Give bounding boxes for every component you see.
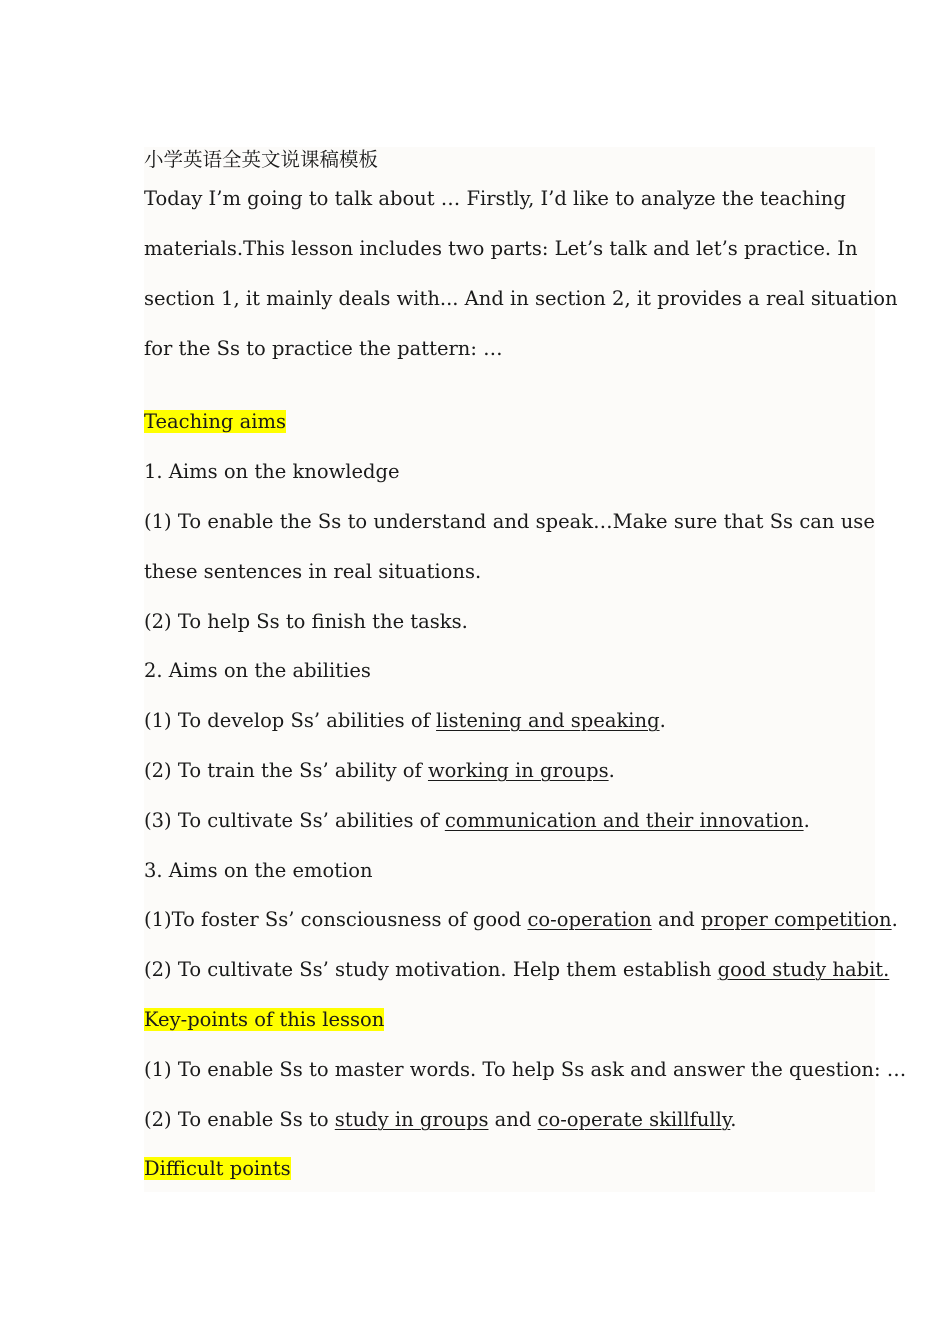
word: understand xyxy=(373,510,487,533)
emotion-item-1 xyxy=(144,907,898,933)
text: (2) To train the Ss’ ability of xyxy=(144,759,428,782)
intro-line-2: materials.This lesson includes two parts: Let’s talk and let’s practice. In xyxy=(144,237,858,260)
text: . xyxy=(891,908,898,931)
text: (2) To cultivate Ss’ study motivation. Help them establish xyxy=(144,958,718,981)
key-points-heading xyxy=(144,1007,384,1033)
abilities-item-2 xyxy=(144,758,615,784)
abilities-item-1 xyxy=(144,708,666,734)
underlined-text: good study habit. xyxy=(717,958,890,981)
word: Ss xyxy=(317,510,342,533)
knowledge-item-1-line-2: these sentences in real situations. xyxy=(144,560,482,583)
underlined-text: proper competition xyxy=(700,908,892,931)
text: . xyxy=(803,809,810,832)
intro-line-4: for the Ss to practice the pattern: … xyxy=(144,337,503,360)
word: can xyxy=(799,510,835,533)
highlight: Teaching aims xyxy=(144,410,286,433)
underlined-text: co-operation xyxy=(527,908,652,931)
text: . xyxy=(659,709,666,732)
intro-line-1: Today I’m going to talk about … Firstly, I’d like to analyze the teaching xyxy=(144,187,846,210)
word: that xyxy=(723,510,764,533)
text: (1)To foster Ss’ consciousness of good xyxy=(144,908,528,931)
word: (1) xyxy=(144,510,172,533)
emotion-aims-heading: 3. Aims on the emotion xyxy=(144,859,373,882)
word: and xyxy=(492,510,530,533)
underlined-text: co-operate skillfully xyxy=(537,1108,731,1131)
word: speak…Make xyxy=(535,510,668,533)
intro-line-3: section 1, it mainly deals with... And in section 2, it provides a real situation xyxy=(144,287,898,310)
underlined-text: listening and speaking xyxy=(436,709,660,732)
teaching-aims-heading xyxy=(144,409,286,435)
underlined-text: communication and their innovation xyxy=(444,809,804,832)
abilities-item-3 xyxy=(144,808,810,834)
underlined-text: working in groups xyxy=(427,759,609,782)
word: To xyxy=(177,510,202,533)
word: to xyxy=(347,510,368,533)
word: sure xyxy=(673,510,718,533)
knowledge-aims-heading: 1. Aims on the knowledge xyxy=(144,460,400,483)
highlight: Difficult points xyxy=(144,1157,291,1180)
key-points-item-1: (1) To enable Ss to master words. To help Ss ask and answer the question: … xyxy=(144,1058,907,1081)
document-title: 小学英语全英文说课稿模板 xyxy=(144,148,379,171)
text: (1) To develop Ss’ abilities of xyxy=(144,709,437,732)
word: Ss xyxy=(769,510,794,533)
abilities-aims-heading: 2. Aims on the abilities xyxy=(144,659,371,682)
text: and xyxy=(651,908,701,931)
text: . xyxy=(730,1108,737,1131)
text: (2) To enable Ss to xyxy=(144,1108,335,1131)
highlight: Key-points of this lesson xyxy=(144,1008,385,1031)
knowledge-item-2: (2) To help Ss to finish the tasks. xyxy=(144,610,468,633)
key-points-item-2 xyxy=(144,1107,737,1133)
word: the xyxy=(279,510,312,533)
knowledge-item-1-line-1 xyxy=(144,509,875,535)
word: enable xyxy=(207,510,274,533)
text: (3) To cultivate Ss’ abilities of xyxy=(144,809,445,832)
text: . xyxy=(608,759,615,782)
underlined-text: study in groups xyxy=(334,1108,489,1131)
text: and xyxy=(488,1108,538,1131)
document-content xyxy=(144,147,907,1192)
difficult-points-heading xyxy=(144,1156,291,1182)
emotion-item-2 xyxy=(144,957,889,983)
word: use xyxy=(840,510,875,533)
